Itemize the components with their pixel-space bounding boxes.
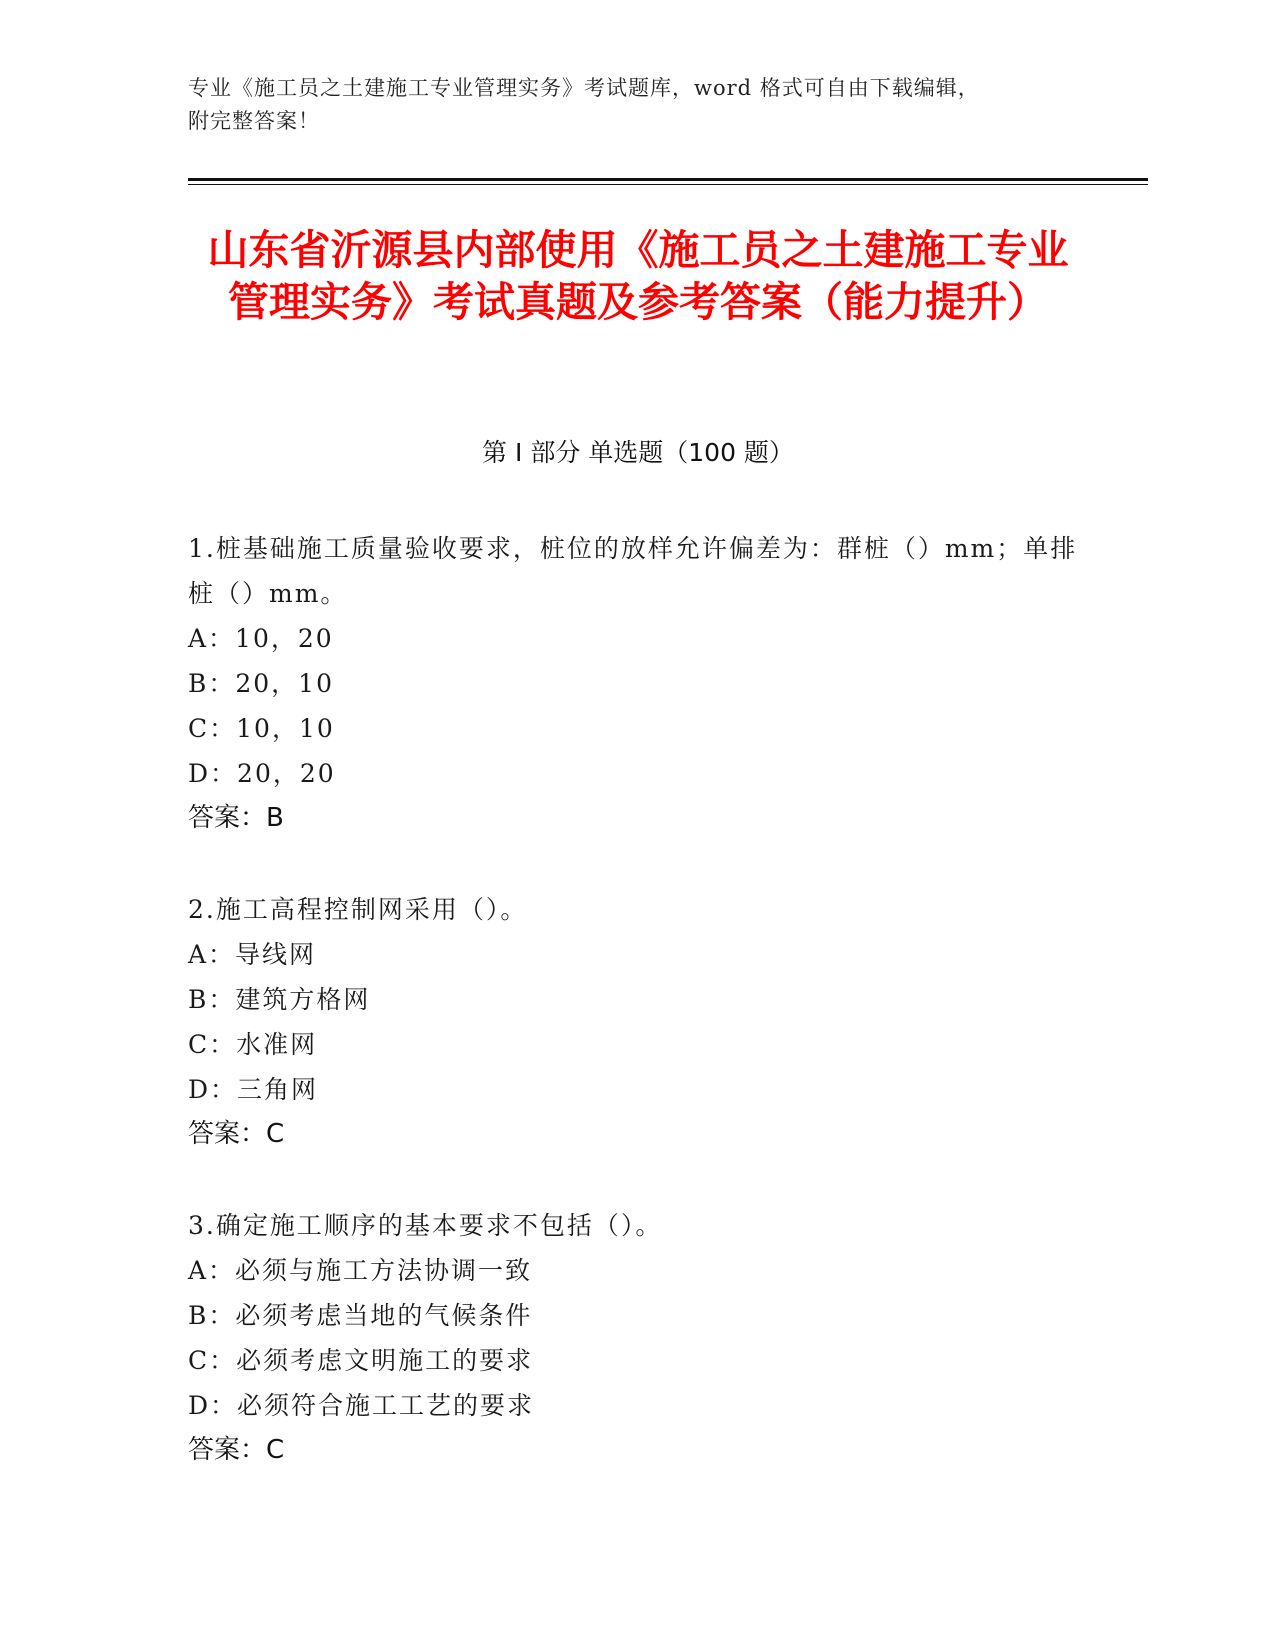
answer-line: 答案：C (188, 1435, 285, 1465)
question-item-3 (188, 1203, 1078, 1473)
question-stem: 3.确定施工顺序的基本要求不包括（）。 (188, 1211, 663, 1240)
question-stem: 2.施工高程控制网采用（）。 (188, 895, 528, 924)
option-b: B：建筑方格网 (188, 985, 371, 1014)
header-divider-thin (188, 184, 1148, 185)
option-a: A：10，20 (188, 624, 334, 653)
option-a: A：必须与施工方法协调一致 (188, 1256, 533, 1285)
option-d: D：必须符合施工工艺的要求 (188, 1391, 535, 1420)
header-divider-thick (188, 178, 1148, 181)
option-d: D：20，20 (188, 759, 336, 788)
header-note-line-2: 附完整答案！ (188, 109, 320, 133)
document-title: 山东省沂源县内部使用《施工员之土建施工专业管理实务》考试真题及参考答案（能力提升） (207, 226, 1069, 326)
question-item-1 (188, 526, 1078, 841)
option-d: D：三角网 (188, 1075, 319, 1104)
question-item-2 (188, 887, 1078, 1157)
answer-line: 答案：C (188, 1119, 285, 1149)
option-c: C：必须考虑文明施工的要求 (188, 1346, 534, 1375)
header-note-line-1: 专业《施工员之土建施工专业管理实务》考试题库，word 格式可自由下载编辑， (188, 76, 980, 100)
option-a: A：导线网 (188, 940, 317, 969)
header-note (188, 72, 1088, 138)
option-b: B：必须考虑当地的气候条件 (188, 1301, 533, 1330)
option-c: C：10，10 (188, 714, 335, 743)
option-c: C：水准网 (188, 1030, 318, 1059)
option-b: B：20，10 (188, 669, 334, 698)
question-stem: 1.桩基础施工质量验收要求，桩位的放样允许偏差为：群桩（）mm；单排桩（）mm。 (188, 534, 1078, 608)
section-title: 第 I 部分 单选题（100 题） (482, 438, 794, 467)
answer-line: 答案：B (188, 803, 284, 833)
question-list (188, 526, 1078, 1519)
